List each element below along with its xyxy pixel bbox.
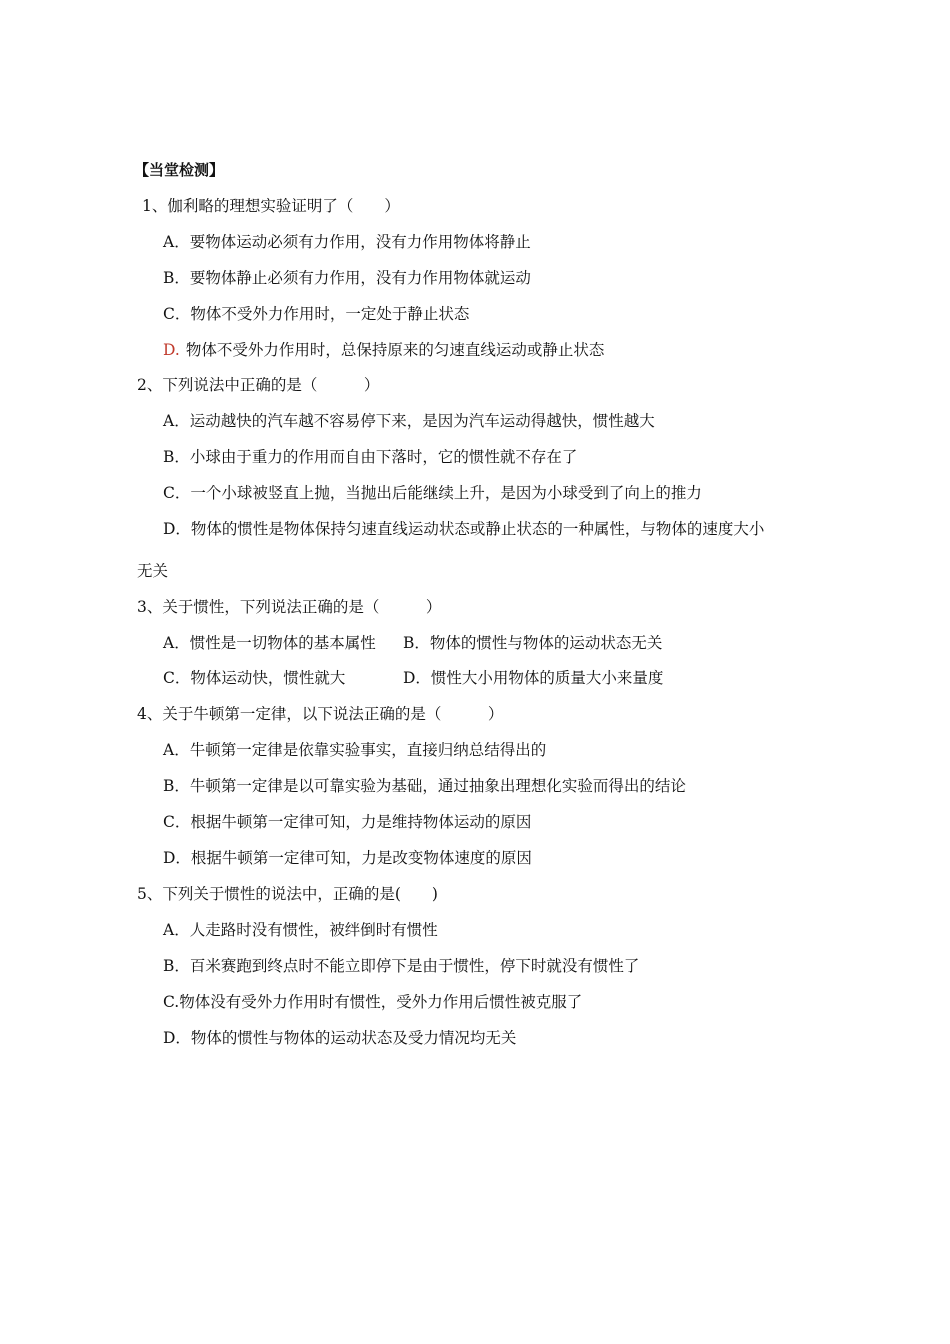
question-4-option-b: B．牛顿第一定律是以可靠实验为基础，通过抽象出理想化实验而得出的结论 xyxy=(163,777,686,795)
question-2-option-b: B．小球由于重力的作用而自由下落时，它的惯性就不存在了 xyxy=(163,448,578,466)
question-4-stem: 4、关于牛顿第一定律，以下说法正确的是（ ） xyxy=(137,705,504,723)
question-2-option-a: A．运动越快的汽车越不容易停下来，是因为汽车运动得越快，惯性越大 xyxy=(163,412,655,430)
section-title: 【当堂检测】 xyxy=(134,161,225,179)
question-5-option-a: A．人走路时没有惯性，被绊倒时有惯性 xyxy=(163,921,438,939)
question-5-option-c: C.物体没有受外力作用时有惯性，受外力作用后惯性被克服了 xyxy=(163,993,583,1011)
question-4-option-d: D．根据牛顿第一定律可知，力是改变物体速度的原因 xyxy=(163,849,532,867)
question-1-option-a: A．要物体运动必须有力作用，没有力作用物体将静止 xyxy=(163,233,531,251)
question-3-option-b: B．物体的惯性与物体的运动状态无关 xyxy=(403,634,663,652)
question-2-stem: 2、下列说法中正确的是（ ） xyxy=(137,376,380,394)
question-1-option-c: C．物体不受外力作用时，一定处于静止状态 xyxy=(163,305,470,323)
question-3-option-d: D．惯性大小用物体的质量大小来量度 xyxy=(403,669,664,687)
question-2-option-d: D．物体的惯性是物体保持匀速直线运动状态或静止状态的一种属性，与物体的速度大小 xyxy=(163,520,765,538)
question-3-option-c: C．物体运动快，惯性就大 xyxy=(163,669,346,687)
answer-mark: D. xyxy=(163,341,180,359)
question-2-option-d-continued: 无关 xyxy=(137,562,169,580)
question-5-option-b: B．百米赛跑到终点时不能立即停下是由于惯性，停下时就没有惯性了 xyxy=(163,957,640,975)
question-5-option-d: D．物体的惯性与物体的运动状态及受力情况均无关 xyxy=(163,1029,517,1047)
question-4-option-c: C．根据牛顿第一定律可知，力是维持物体运动的原因 xyxy=(163,813,532,831)
question-1-option-d xyxy=(163,340,604,360)
question-2-option-c: C．一个小球被竖直上抛，当抛出后能继续上升，是因为小球受到了向上的推力 xyxy=(163,484,702,502)
question-1-option-d-text: 物体不受外力作用时，总保持原来的匀速直线运动或静止状态 xyxy=(185,341,605,359)
question-3-option-a: A．惯性是一切物体的基本属性 xyxy=(163,634,376,652)
question-3-stem: 3、关于惯性，下列说法正确的是（ ） xyxy=(137,598,442,616)
question-4-option-a: A．牛顿第一定律是依靠实验事实，直接归纳总结得出的 xyxy=(163,741,547,759)
question-1-option-b: B．要物体静止必须有力作用，没有力作用物体就运动 xyxy=(163,269,531,287)
question-5-stem: 5、下列关于惯性的说法中，正确的是( ) xyxy=(137,885,438,903)
question-1-stem: 1、伽利略的理想实验证明了（ ） xyxy=(142,197,400,215)
